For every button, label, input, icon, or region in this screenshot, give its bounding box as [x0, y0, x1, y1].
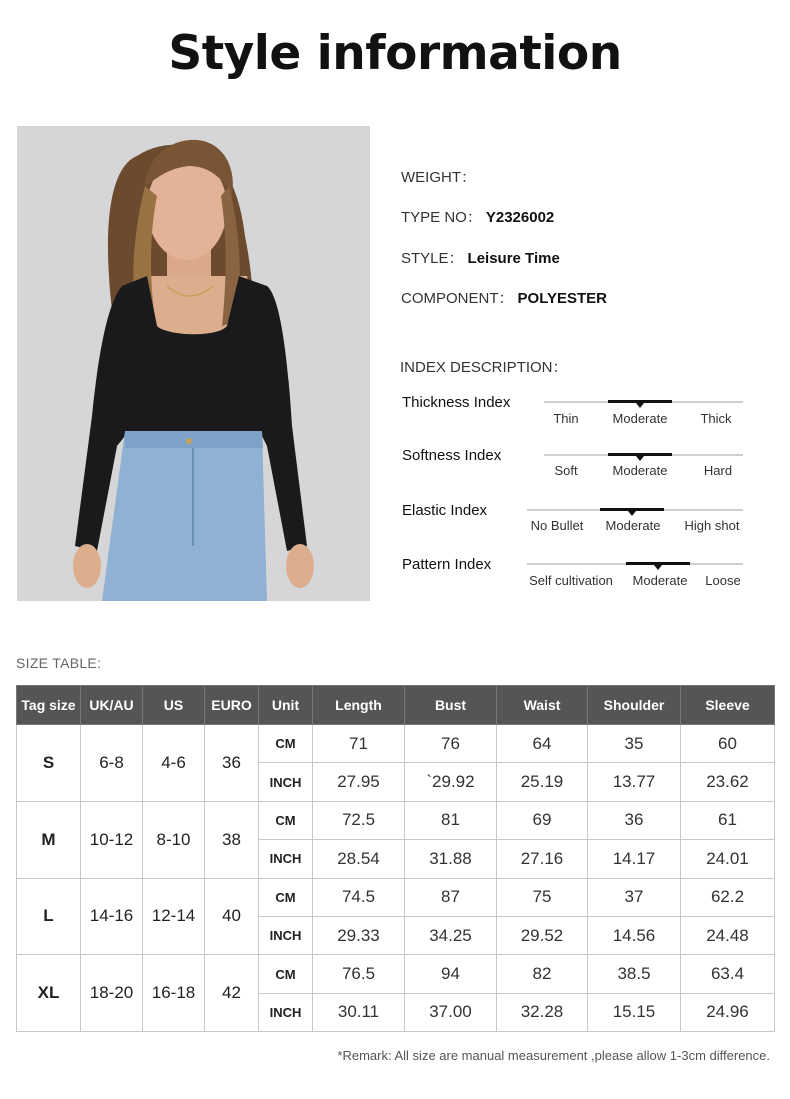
waist-cell: 32.28 — [497, 993, 588, 1031]
header-length: Length — [313, 686, 405, 725]
pattern-label-mid: Moderate — [632, 573, 688, 588]
bust-cell: `29.92 — [405, 763, 497, 801]
bust-cell: 76 — [405, 725, 497, 763]
header-sleeve: Sleeve — [681, 686, 775, 725]
sleeve-cell: 24.96 — [681, 993, 775, 1031]
unit-cell: INCH — [259, 916, 313, 954]
bust-cell: 87 — [405, 878, 497, 916]
sleeve-cell: 61 — [681, 801, 775, 839]
header-us: US — [143, 686, 205, 725]
sleeve-cell: 24.48 — [681, 916, 775, 954]
style-line — [401, 247, 560, 268]
euro-cell: 42 — [205, 955, 259, 1032]
us-cell: 12-14 — [143, 878, 205, 955]
pattern-label-high: Loose — [705, 573, 741, 588]
us-cell: 4-6 — [143, 725, 205, 802]
table-row — [17, 955, 775, 993]
pattern-index — [0, 556, 790, 596]
table-row — [17, 725, 775, 763]
shoulder-cell: 14.17 — [588, 840, 681, 878]
size-table-header — [17, 686, 775, 725]
bust-cell: 94 — [405, 955, 497, 993]
length-cell: 27.95 — [313, 763, 405, 801]
thickness-index-pointer — [636, 403, 644, 408]
us-cell: 16-18 — [143, 955, 205, 1032]
elastic-label-mid: Moderate — [605, 518, 661, 533]
elastic-label-low: No Bullet — [530, 518, 584, 533]
tag-size-cell: XL — [17, 955, 81, 1032]
header-unit: Unit — [259, 686, 313, 725]
table-row — [17, 801, 775, 839]
unit-cell: CM — [259, 955, 313, 993]
tag-size-cell: M — [17, 801, 81, 878]
page-title: Style information — [168, 26, 622, 81]
header-waist: Waist — [497, 686, 588, 725]
type-no-value: Y2326002 — [485, 209, 555, 226]
tag-size-cell: L — [17, 878, 81, 955]
weight-label: WEIGHT： — [401, 169, 476, 186]
component-value: POLYESTER — [517, 290, 607, 307]
sleeve-cell: 23.62 — [681, 763, 775, 801]
unit-cell: CM — [259, 878, 313, 916]
length-cell: 71 — [313, 725, 405, 763]
tag-size-cell: S — [17, 725, 81, 802]
elastic-index — [0, 502, 790, 542]
bust-cell: 37.00 — [405, 993, 497, 1031]
uk-au-cell: 14-16 — [81, 878, 143, 955]
bust-cell: 31.88 — [405, 840, 497, 878]
sleeve-cell: 60 — [681, 725, 775, 763]
table-row — [17, 878, 775, 916]
us-cell: 8-10 — [143, 801, 205, 878]
uk-au-cell: 18-20 — [81, 955, 143, 1032]
length-cell: 74.5 — [313, 878, 405, 916]
length-cell: 30.11 — [313, 993, 405, 1031]
bust-cell: 81 — [405, 801, 497, 839]
header-euro: EURO — [205, 686, 259, 725]
waist-cell: 25.19 — [497, 763, 588, 801]
thickness-label-mid: Moderate — [612, 411, 668, 426]
size-table-caption: SIZE TABLE: — [16, 655, 102, 671]
thickness-index-name: Thickness Index — [402, 394, 511, 411]
unit-cell: INCH — [259, 763, 313, 801]
unit-cell: CM — [259, 725, 313, 763]
softness-label-high: Hard — [703, 463, 733, 478]
shoulder-cell: 35 — [588, 725, 681, 763]
type-no-label: TYPE NO： — [401, 209, 482, 226]
waist-cell: 82 — [497, 955, 588, 993]
shoulder-cell: 37 — [588, 878, 681, 916]
elastic-index-name: Elastic Index — [402, 502, 488, 519]
length-cell: 28.54 — [313, 840, 405, 878]
header-tag-size: Tag size — [17, 686, 81, 725]
style-label: STYLE： — [401, 250, 464, 267]
thickness-index — [0, 394, 790, 434]
header-uk-au: UK/AU — [81, 686, 143, 725]
waist-cell: 64 — [497, 725, 588, 763]
elastic-index-pointer — [628, 511, 636, 516]
shoulder-cell: 15.15 — [588, 993, 681, 1031]
index-description-title: INDEX DESCRIPTION： — [400, 359, 568, 376]
softness-index-name: Softness Index — [402, 447, 502, 464]
euro-cell: 36 — [205, 725, 259, 802]
softness-index — [0, 447, 790, 487]
waist-cell: 29.52 — [497, 916, 588, 954]
thickness-label-high: Thick — [700, 411, 732, 426]
remark-note: *Remark: All size are manual measurement ,please allow 1-3cm difference. — [337, 1048, 770, 1063]
softness-label-low: Soft — [554, 463, 578, 478]
softness-index-pointer — [636, 456, 644, 461]
uk-au-cell: 6-8 — [81, 725, 143, 802]
header-shoulder: Shoulder — [588, 686, 681, 725]
unit-cell: INCH — [259, 840, 313, 878]
weight-line — [401, 166, 480, 187]
shoulder-cell: 36 — [588, 801, 681, 839]
sleeve-cell: 62.2 — [681, 878, 775, 916]
shoulder-cell: 13.77 — [588, 763, 681, 801]
euro-cell: 40 — [205, 878, 259, 955]
softness-label-mid: Moderate — [612, 463, 668, 478]
waist-cell: 69 — [497, 801, 588, 839]
length-cell: 72.5 — [313, 801, 405, 839]
unit-cell: INCH — [259, 993, 313, 1031]
euro-cell: 38 — [205, 801, 259, 878]
type-no-line — [401, 206, 554, 227]
pattern-label-low: Self cultivation — [529, 573, 613, 588]
header-bust: Bust — [405, 686, 497, 725]
sleeve-cell: 63.4 — [681, 955, 775, 993]
size-table — [16, 685, 775, 1032]
bust-cell: 34.25 — [405, 916, 497, 954]
length-cell: 76.5 — [313, 955, 405, 993]
pattern-index-pointer — [654, 565, 662, 570]
length-cell: 29.33 — [313, 916, 405, 954]
waist-cell: 27.16 — [497, 840, 588, 878]
sleeve-cell: 24.01 — [681, 840, 775, 878]
elastic-label-high: High shot — [684, 518, 740, 533]
thickness-label-low: Thin — [553, 411, 579, 426]
pattern-index-name: Pattern Index — [402, 556, 492, 573]
component-label: COMPONENT： — [401, 290, 514, 307]
waist-cell: 75 — [497, 878, 588, 916]
unit-cell: CM — [259, 801, 313, 839]
shoulder-cell: 14.56 — [588, 916, 681, 954]
uk-au-cell: 10-12 — [81, 801, 143, 878]
shoulder-cell: 38.5 — [588, 955, 681, 993]
style-value: Leisure Time — [467, 250, 560, 267]
component-line — [401, 287, 607, 308]
